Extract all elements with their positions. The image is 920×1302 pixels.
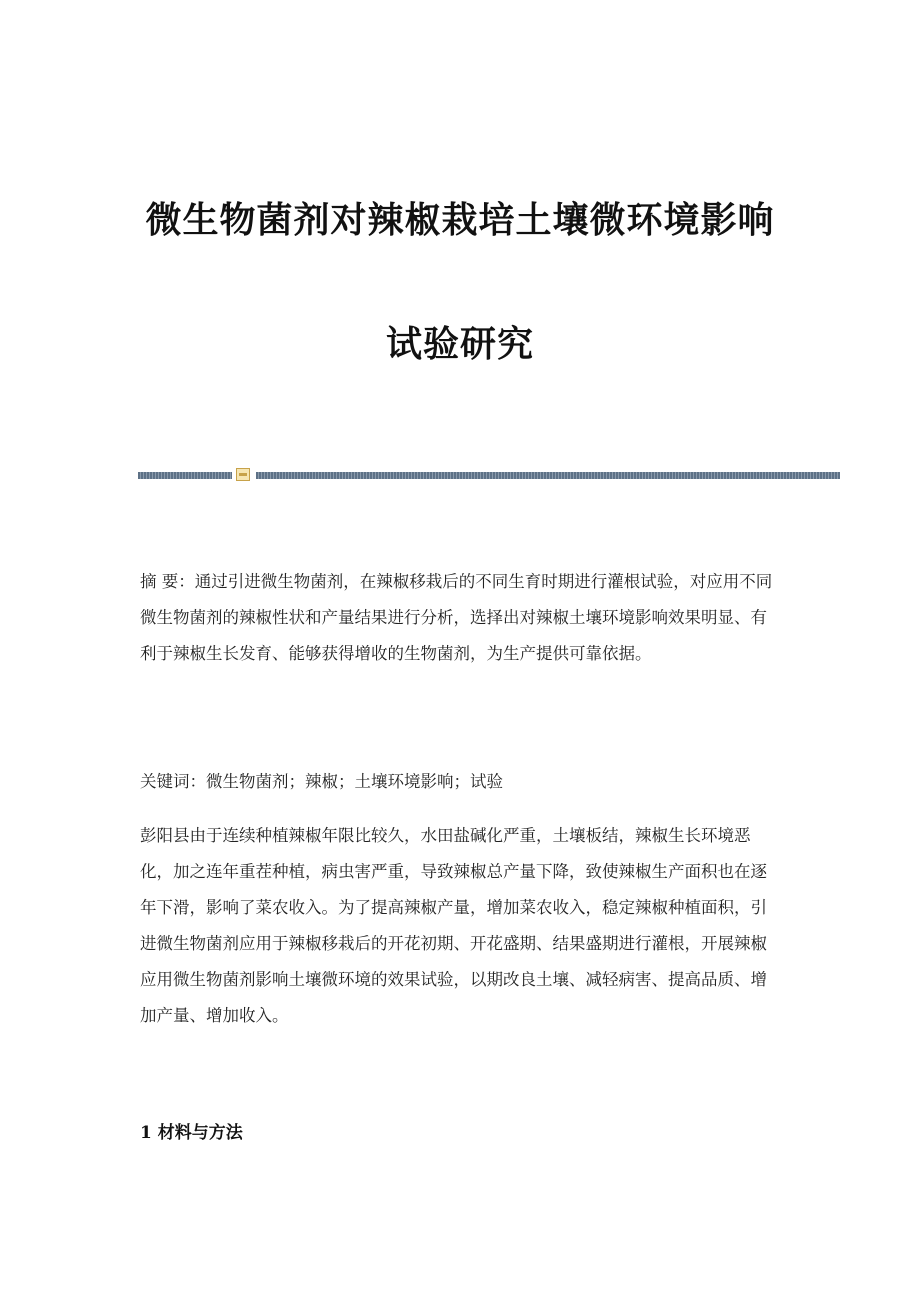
document-title-line-1: 微生物菌剂对辣椒栽培土壤微环境影响 bbox=[145, 200, 775, 241]
divider-bar-left bbox=[138, 472, 232, 479]
section-heading: 1 材料与方法 bbox=[140, 1123, 243, 1143]
abstract-paragraph: 摘 要：通过引进微生物菌剂，在辣椒移栽后的不同生育时期进行灌根试验，对应用不同微生物菌剂的辣椒性状和产量结果进行分析，选择出对辣椒土壤环境影响效果明显、有利于辣椒生长发育、能够获得增收的生物菌剂，为生产提供可靠依据。 bbox=[140, 572, 773, 663]
divider-bar-right bbox=[256, 472, 840, 479]
document-title-line-2: 试验研究 bbox=[385, 324, 534, 365]
decorative-divider bbox=[138, 468, 840, 482]
divider-ornament-icon bbox=[236, 468, 250, 481]
intro-paragraph: 彭阳县由于连续种植辣椒年限比较久，水田盐碱化严重，土壤板结，辣椒生长环境恶化，加之连年重茬种植，病虫害严重，导致辣椒总产量下降，致使辣椒生产面积也在逐年下滑，影响了菜农收入。为了提高辣椒产量，增加菜农收入，稳定辣椒种植面积，引进微生物菌剂应用于辣椒移栽后的开花初期、开花盛期、结果盛期进行灌根，开展辣椒应用微生物菌剂影响土壤微环境的效果试验，以期改良土壤、减轻病害、提高品质、增加产量、增加收入。 bbox=[140, 826, 767, 1025]
keywords-line: 关键词：微生物菌剂；辣椒；土壤环境影响；试验 bbox=[140, 772, 503, 791]
